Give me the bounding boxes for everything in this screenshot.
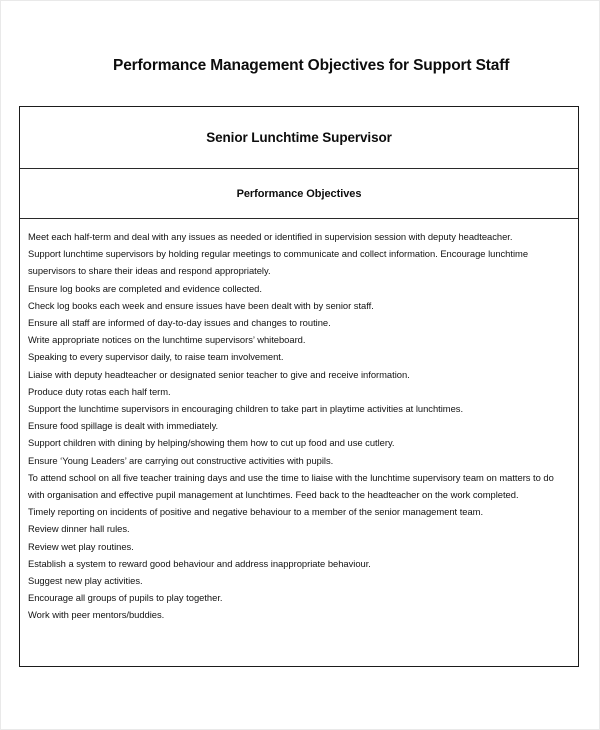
objective-line: Write appropriate notices on the lunchtime supervisors’ whiteboard.	[28, 334, 306, 346]
objective-line: Review wet play routines.	[28, 540, 134, 552]
objective-line: Produce duty rotas each half term.	[28, 385, 171, 397]
objective-line: Review dinner hall rules.	[28, 523, 130, 535]
table-row-section-heading	[20, 169, 578, 219]
objectives-table	[19, 106, 579, 667]
objective-line: Ensure ‘Young Leaders’ are carrying out constructive activities with pupils.	[28, 454, 334, 466]
table-row-objectives-body	[20, 219, 578, 666]
objective-line: Support children with dining by helping/showing them how to cut up food and use cutlery.	[28, 437, 395, 449]
table-row-role-heading	[20, 107, 578, 169]
objective-line: Support the lunchtime supervisors in encouraging children to take part in playtime activities at lunchtimes.	[28, 403, 464, 415]
objective-line: To attend school on all five teacher training days and use the time to liaise with the lunchtime supervisory team on matters to do with organisation and effective pupil management at lunchtimes. Feed back to the headteacher on the work completed.	[28, 471, 554, 501]
objective-line: Speaking to every supervisor daily, to raise team involvement.	[28, 351, 284, 363]
objective-line: Check log books each week and ensure issues have been dealt with by senior staff.	[28, 299, 374, 311]
section-heading: Performance Objectives	[236, 187, 362, 200]
objective-line: Suggest new play activities.	[28, 575, 143, 587]
objective-line: Encourage all groups of pupils to play together.	[28, 592, 223, 604]
objective-line: Meet each half-term and deal with any issues as needed or identified in supervision session with deputy headteacher.	[28, 231, 513, 242]
objective-line: Ensure log books are completed and evidence collected.	[28, 282, 262, 294]
objective-line: Timely reporting on incidents of positive and negative behaviour to a member of the senior management team.	[28, 506, 484, 518]
objective-line: Support lunchtime supervisors by holding regular meetings to communicate and collect information. Encourage lunchtime supervisors to share their ideas and respond appropriately.	[28, 248, 529, 277]
role-heading: Senior Lunchtime Supervisor	[206, 130, 392, 145]
page-title: Performance Management Objectives for Support Staff	[113, 57, 510, 74]
objective-line: Ensure food spillage is dealt with immediately.	[28, 420, 219, 432]
objective-line: Ensure all staff are informed of day-to-day issues and changes to routine.	[28, 317, 331, 329]
objective-line: Work with peer mentors/buddies.	[28, 609, 165, 621]
objective-line: Establish a system to reward good behaviour and address inappropriate behaviour.	[28, 557, 371, 569]
objective-line: Liaise with deputy headteacher or designated senior teacher to give and receive information.	[28, 368, 410, 380]
